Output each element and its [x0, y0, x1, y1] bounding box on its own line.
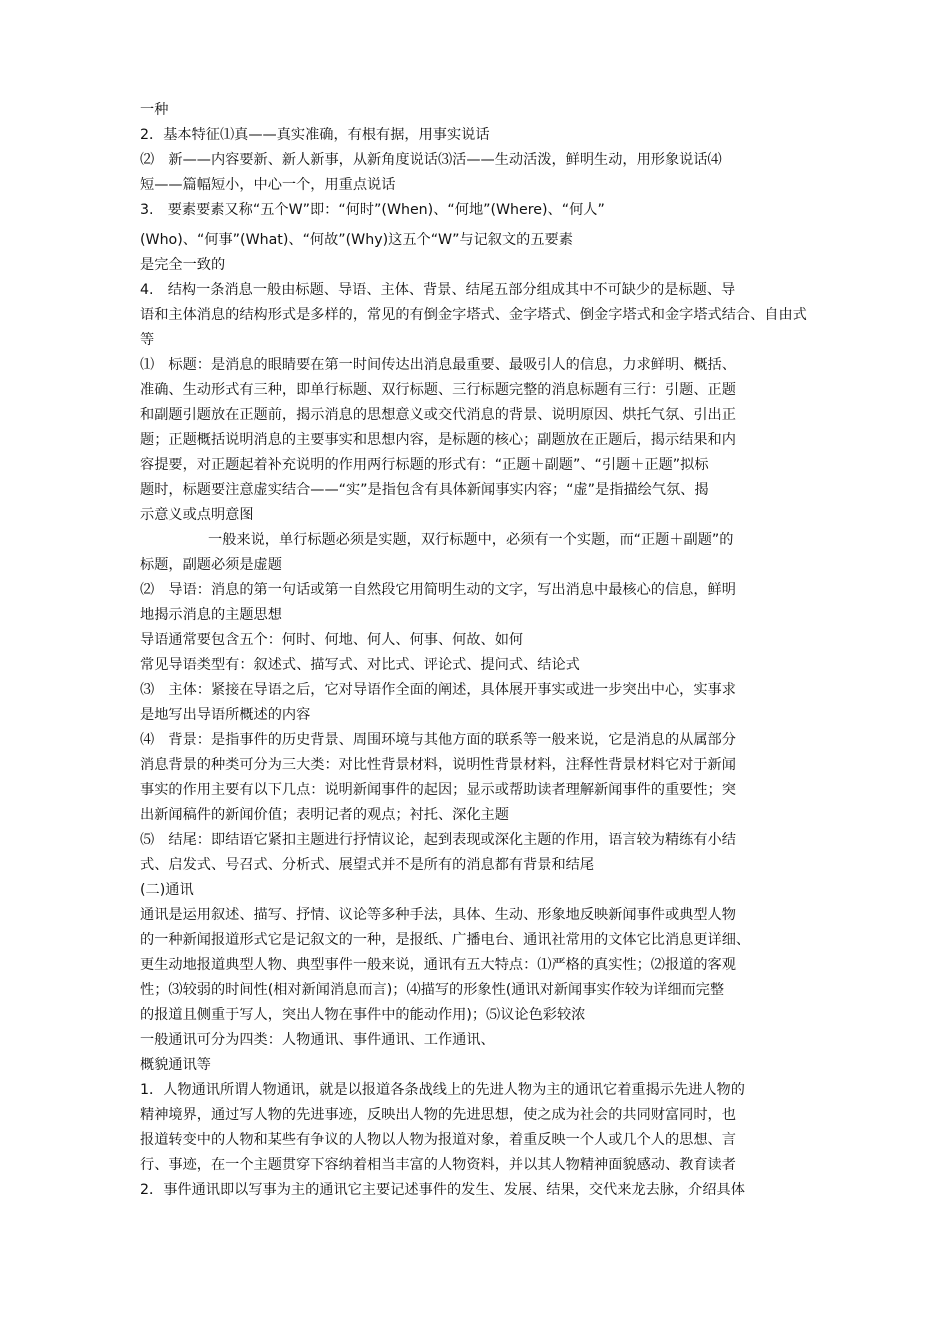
text-line: 语和主体消息的结构形式是多样的，常见的有倒金字塔式、金字塔式、倒金字塔式和金字塔式结合、自由式等 [140, 307, 807, 348]
text-line: ⑵ 导语：消息的第一句话或第一自然段它用简明生动的文字，写出消息中最核心的信息，鲜明 [140, 582, 736, 598]
text-line: 更生动地报道典型人物、典型事件一般来说，通讯有五大特点：⑴严格的真实性；⑵报道的客观 [140, 957, 736, 973]
text-line: 题时，标题要注意虚实结合——“实”是指包含有具体新闻事实内容；“虚”是指描绘气氛、揭 [140, 482, 709, 498]
text-line: 标题，副题必须是虚题 [140, 557, 282, 573]
text-line: 示意义或点明意图 [140, 507, 254, 523]
text-line: 短——篇幅短小，中心一个，用重点说话 [140, 177, 396, 193]
text-line: 地揭示消息的主题思想 [140, 607, 282, 623]
text-line: 和副题引题放在正题前，揭示消息的思想意义或交代消息的背景、说明原因、烘托气氛、引出正 [140, 407, 736, 423]
text-line: 容提要，对正题起着补充说明的作用两行标题的形式有：“正题＋副题”、“引题＋正题”拟标 [140, 457, 709, 473]
text-line: 通讯是运用叙述、描写、抒情、议论等多种手法，具体、生动、形象地反映新闻事件或典型人物 [140, 907, 736, 923]
text-line: 2．事件通讯即以写事为主的通讯它主要记述事件的发生、发展、结果，交代来龙去脉，介绍具体 [140, 1182, 745, 1198]
text-line: 是地写出导语所概述的内容 [140, 707, 311, 723]
text-line: (Who)、“何事”(What)、“何故”(Why)这五个“W”与记叙文的五要素 [140, 232, 573, 248]
text-line: 准确、生动形式有三种，即单行标题、双行标题、三行标题完整的消息标题有三行：引题、正题 [140, 382, 736, 398]
text-line: ⑷ 背景：是指事件的历史背景、周围环境与其他方面的联系等一般来说，它是消息的从属部分 [140, 732, 736, 748]
text-line: 2．基本特征⑴真——真实准确，有根有据，用事实说话 [140, 127, 490, 143]
section-heading: (二)通讯 [140, 882, 194, 898]
text-line: 一般来说，单行标题必须是实题，双行标题中，必须有一个实题，而“正题＋副题”的 [208, 532, 734, 548]
text-line: 1．人物通讯所谓人物通讯，就是以报道各条战线上的先进人物为主的通讯它着重揭示先进人物的 [140, 1082, 745, 1098]
document-page [140, 98, 820, 1203]
text-line: 3. 要素要素又称“五个W”即：“何时”(When)、“何地”(Where)、“何人” [140, 202, 605, 218]
text-line: 一种 [140, 102, 169, 118]
text-line: ⑶ 主体：紧接在导语之后，它对导语作全面的阐述，具体展开事实或进一步突出中心，实事求 [140, 682, 736, 698]
text-line: 报道转变中的人物和某些有争议的人物以人物为报道对象，着重反映一个人或几个人的思想、言 [140, 1132, 736, 1148]
text-line: 消息背景的种类可分为三大类：对比性背景材料，说明性背景材料，注释性背景材料它对于新闻 [140, 757, 736, 773]
text-line: 4. 结构一条消息一般由标题、导语、主体、背景、结尾五部分组成其中不可缺少的是标题、导 [140, 282, 736, 298]
text-line: 事实的作用主要有以下几点：说明新闻事件的起因；显示或帮助读者理解新闻事件的重要性；突 [140, 782, 736, 798]
text-line: 题；正题概括说明消息的主要事实和思想内容，是标题的核心；副题放在正题后，揭示结果和内 [140, 432, 736, 448]
text-line: 式、启发式、号召式、分析式、展望式并不是所有的消息都有背景和结尾 [140, 857, 595, 873]
text-line: 精神境界，通过写人物的先进事迹，反映出人物的先进思想，使之成为社会的共同财富同时，也 [140, 1107, 736, 1123]
text-line: 的报道且侧重于写人，突出人物在事件中的能动作用)；⑸议论色彩较浓 [140, 1007, 586, 1023]
text-line: ⑸ 结尾：即结语它紧扣主题进行抒情议论，起到表现或深化主题的作用，语言较为精练有小结 [140, 832, 736, 848]
text-line: 出新闻稿件的新闻价值；表明记者的观点；衬托、深化主题 [140, 807, 509, 823]
text-line: 行、事迹，在一个主题贯穿下容纳着相当丰富的人物资料，并以其人物精神面貌感动、教育读者 [140, 1157, 736, 1173]
text-line: ⑵ 新——内容要新、新人新事，从新角度说话⑶活——生动活泼，鲜明生动，用形象说话⑷ [140, 152, 722, 168]
text-line: 导语通常要包含五个：何时、何地、何人、何事、何故、如何 [140, 632, 524, 648]
text-line: 一般通讯可分为四类：人物通讯、事件通讯、工作通讯、 [140, 1032, 495, 1048]
text-line: 性；⑶较弱的时间性(相对新闻消息而言)；⑷描写的形象性(通讯对新闻事实作较为详细而完整 [140, 982, 725, 998]
text-line: 的一种新闻报道形式它是记叙文的一种，是报纸、广播电台、通讯社常用的文体它比消息更详细、 [140, 932, 751, 948]
text-line: 是完全一致的 [140, 257, 226, 273]
text-line: 概貌通讯等 [140, 1057, 211, 1073]
text-line: 常见导语类型有：叙述式、描写式、对比式、评论式、提问式、结论式 [140, 657, 580, 673]
text-line: ⑴ 标题：是消息的眼睛要在第一时间传达出消息最重要、最吸引人的信息，力求鲜明、概括、 [140, 357, 736, 373]
